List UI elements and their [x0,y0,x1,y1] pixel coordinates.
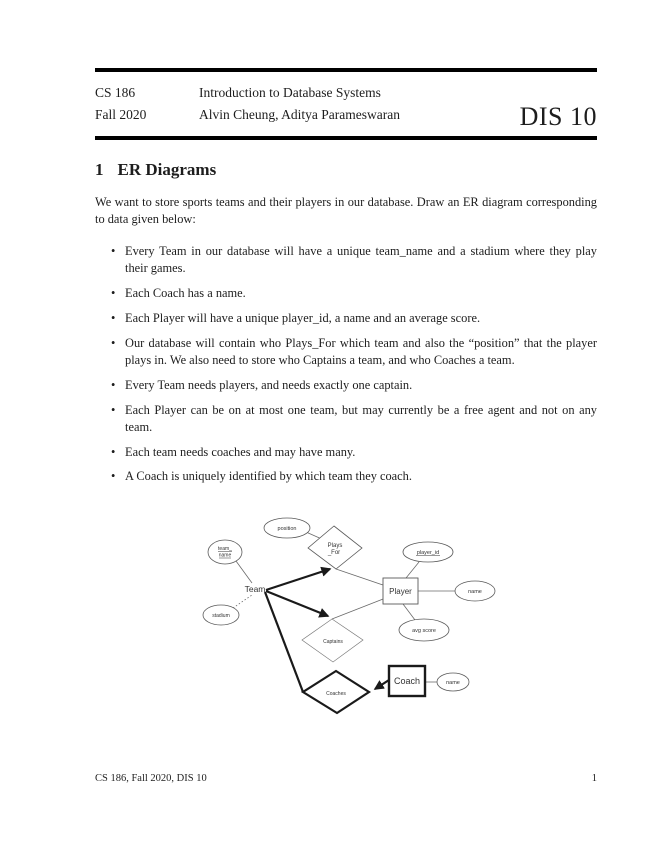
page-footer [95,773,597,784]
list-item: • Every Team in our database will have a unique team_name and a stadium where they play their games. [95,243,597,278]
list-item: • A Coach is uniquely identified by which team they coach. [95,468,597,485]
section-title: ER Diagrams [117,160,217,179]
header-term: Fall 2020 [95,107,147,122]
connector-stadium-team [233,595,252,608]
section-heading [95,160,597,180]
edge-team-captains-arrow [266,591,328,616]
relationship-coaches-label: Coaches [326,691,346,697]
attribute-avgscore-label: avg score [412,628,436,634]
edge-team-coaches [265,592,303,692]
list-item: • Each Coach has a name. [95,285,597,302]
connector-player-playerid [406,562,419,578]
entity-coach-label: Coach [393,676,421,686]
section-number: 1 [95,160,104,179]
attribute-position-label: position [277,526,297,532]
connector-player-avgscore [403,604,415,620]
attribute-coachname-label: name [446,680,460,686]
entity-player-label: Player [389,587,412,596]
page-header [95,78,597,134]
list-item: • Each Player can be on at most one team, but may currently be a free agent and not on any team. [95,402,597,437]
list-item: • Each team needs coaches and may have many. [95,444,597,461]
connector-captains-player [332,599,383,619]
er-diagram [196,507,506,729]
relationship-plays-for-label-2: _For [327,550,341,556]
attribute-stadium-label: stadium [212,613,230,619]
attribute-teamname-label-1: team_ [218,546,232,552]
list-item: • Each Player will have a unique player_id, a name and an average score. [95,310,597,327]
edge-team-playsfor-arrow [266,569,330,590]
connector-playsfor-player [336,569,383,585]
header-course-term [95,82,146,126]
relationship-plays-for-label-1: Plays [327,543,343,549]
attribute-playerid-label: player_id [416,550,440,556]
header-title: Introduction to Database Systems [199,85,381,100]
intro-paragraph: We want to store sports teams and their players in our database. Draw an ER diagram corresponding to data given below: [95,195,597,227]
header-rule-top [95,68,597,72]
list-item: • Every Team needs players, and needs exactly one captain. [95,377,597,394]
attribute-teamname-label-2: name [218,552,232,559]
entity-team-label: Team [244,584,266,594]
connector-teamname-team [236,561,252,583]
relationship-captains-label: Captains [323,639,343,645]
footer-text: CS 186, Fall 2020, DIS 10 [95,773,207,784]
attribute-playername-label: name [468,589,482,595]
list-item: • Our database will contain who Plays_For which team and also the “position” that the player plays in. We also need to store who Captains a team, and who Coaches a team. [95,335,597,370]
edge-coach-coaches-arrow [375,680,389,689]
header-course: CS 186 [95,85,136,100]
header-title-instructors [199,82,400,126]
footer-page-number: 1 [591,773,597,784]
requirements-list [95,243,597,493]
header-instructors: Alvin Cheung, Aditya Parameswaran [199,107,400,122]
header-rule-bottom [95,136,597,140]
header-doc-label: DIS 10 [519,102,597,131]
